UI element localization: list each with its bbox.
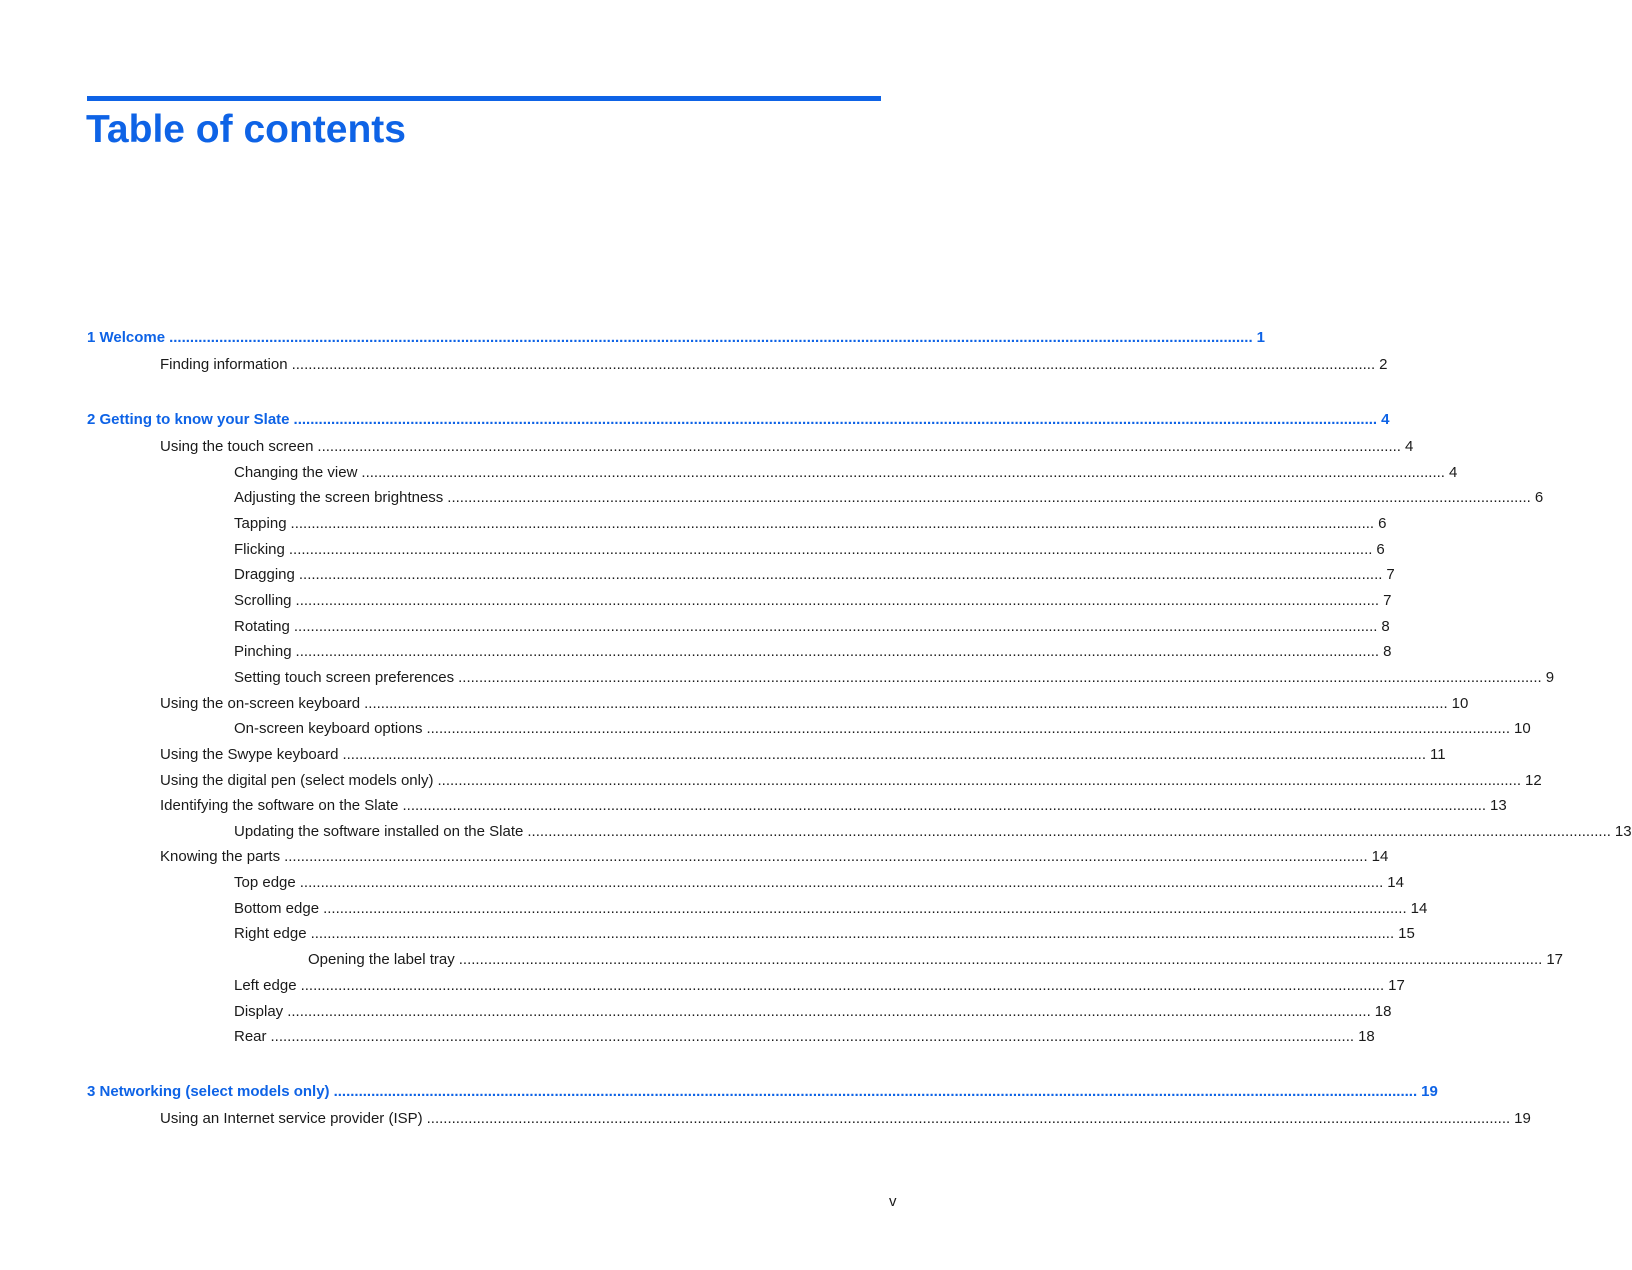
toc-dot-leader: .................................................................................................................................................................................................................................................................... <box>323 900 1407 917</box>
toc-chapter-entry[interactable] <box>87 328 1265 348</box>
toc-entry-label: Pinching <box>234 643 292 660</box>
toc-chapter-entry[interactable] <box>87 1082 1438 1102</box>
toc-dot-leader: .................................................................................................................................................................................................................................................................... <box>291 356 1376 373</box>
toc-entry[interactable] <box>234 1002 1392 1022</box>
toc-dot-leader: .................................................................................................................................................................................................................................................................... <box>298 566 1383 583</box>
toc-dot-leader: .................................................................................................................................................................................................................................................................... <box>299 874 1384 891</box>
toc-entry-page-number: 8 <box>1383 643 1392 660</box>
toc-entry-label: Setting touch screen preferences <box>234 669 455 686</box>
toc-dot-leader: .................................................................................................................................................................................................................................................................... <box>527 823 1611 840</box>
toc-entry-label: Tapping <box>234 515 287 532</box>
toc-entry-page-number: 15 <box>1398 925 1415 942</box>
toc-dot-leader: .................................................................................................................................................................................................................................................................... <box>293 411 1378 428</box>
toc-dot-leader: .................................................................................................................................................................................................................................................................... <box>333 1083 1418 1100</box>
toc-dot-leader: .................................................................................................................................................................................................................................................................... <box>295 592 1380 609</box>
toc-entry-page-number: 4 <box>1381 411 1390 428</box>
toc-entry-label: Top edge <box>234 874 296 891</box>
toc-entry-label: Display <box>234 1003 284 1020</box>
toc-entry-label: Knowing the parts <box>160 848 281 865</box>
toc-entry[interactable] <box>234 822 1632 842</box>
toc-entry[interactable] <box>234 873 1404 893</box>
title-rule <box>87 96 881 101</box>
toc-dot-leader: .................................................................................................................................................................................................................................................................... <box>287 1003 1371 1020</box>
toc-entry-label: Rotating <box>234 618 290 635</box>
toc-dot-leader: .................................................................................................................................................................................................................................................................... <box>310 925 1395 942</box>
toc-entry-page-number: 6 <box>1534 489 1544 506</box>
toc-dot-leader: .................................................................................................................................................................................................................................................................... <box>270 1028 1355 1045</box>
toc-entry[interactable] <box>234 565 1395 585</box>
toc-entry-label: Rear <box>234 1028 267 1045</box>
toc-entry[interactable] <box>160 437 1414 457</box>
toc-entry[interactable] <box>234 899 1428 919</box>
toc-dot-leader: .................................................................................................................................................................................................................................................................... <box>402 797 1487 814</box>
toc-entry-page-number: 14 <box>1387 874 1404 891</box>
toc-entry-label: Updating the software installed on the Slate <box>234 823 524 840</box>
toc-entry[interactable] <box>234 642 1392 662</box>
toc-entry-label: Using the digital pen (select models only) <box>160 772 434 789</box>
toc-entry-label: Using the on-screen keyboard <box>160 695 361 712</box>
toc-entry[interactable] <box>160 694 1469 714</box>
toc-entry-page-number: 11 <box>1429 746 1446 763</box>
toc-entry[interactable] <box>160 355 1388 375</box>
toc-entry-label: Opening the label tray <box>308 951 455 968</box>
toc-entry-page-number: 4 <box>1404 438 1414 455</box>
toc-dot-leader: .................................................................................................................................................................................................................................................................... <box>284 848 1368 865</box>
toc-entry-label: Using the touch screen <box>160 438 314 455</box>
toc-entry-label: Right edge <box>234 925 307 942</box>
toc-entry-page-number: 6 <box>1376 541 1385 558</box>
toc-entry-page-number: 17 <box>1388 977 1405 994</box>
toc-entry[interactable] <box>160 771 1542 791</box>
toc-entry-page-number: 12 <box>1525 772 1542 789</box>
toc-entry-page-number: 8 <box>1381 618 1390 635</box>
page-title: Table of contents <box>86 108 406 151</box>
toc-dot-leader: .................................................................................................................................................................................................................................................................... <box>364 695 1448 712</box>
toc-dot-leader: .................................................................................................................................................................................................................................................................... <box>447 489 1531 506</box>
toc-dot-leader: .................................................................................................................................................................................................................................................................... <box>458 669 1542 686</box>
toc-entry[interactable] <box>234 617 1390 637</box>
toc-entry-label: Using the Swype keyboard <box>160 746 339 763</box>
toc-entry-label: Changing the view <box>234 464 358 481</box>
page-folio: v <box>889 1193 897 1210</box>
toc-dot-leader: .................................................................................................................................................................................................................................................................... <box>426 720 1510 737</box>
toc-entry[interactable] <box>234 463 1458 483</box>
toc-entry-page-number: 10 <box>1451 695 1469 712</box>
toc-entry-page-number: 7 <box>1386 566 1395 583</box>
toc-entry[interactable] <box>234 719 1531 739</box>
toc-entry[interactable] <box>160 1109 1531 1129</box>
toc-dot-leader: .................................................................................................................................................................................................................................................................... <box>288 541 1373 558</box>
toc-entry[interactable] <box>160 796 1507 816</box>
toc-entry[interactable] <box>160 745 1446 765</box>
toc-dot-leader: .................................................................................................................................................................................................................................................................... <box>342 746 1426 763</box>
toc-dot-leader: .................................................................................................................................................................................................................................................................... <box>317 438 1401 455</box>
toc-entry-page-number: 13 <box>1614 823 1632 840</box>
toc-entry-label: Left edge <box>234 977 297 994</box>
toc-entry[interactable] <box>234 976 1405 996</box>
toc-entry-page-number: 1 <box>1256 329 1265 346</box>
toc-entry[interactable] <box>160 847 1389 867</box>
toc-entry-label: Using an Internet service provider (ISP) <box>160 1110 423 1127</box>
toc-entry-label: On-screen keyboard options <box>234 720 423 737</box>
toc-dot-leader: .................................................................................................................................................................................................................................................................... <box>293 618 1378 635</box>
toc-entry-page-number: 13 <box>1490 797 1507 814</box>
toc-chapter-entry[interactable] <box>87 410 1390 430</box>
toc-entry-page-number: 18 <box>1374 1003 1392 1020</box>
toc-entry-page-number: 14 <box>1410 900 1428 917</box>
toc-entry-page-number: 7 <box>1383 592 1392 609</box>
toc-dot-leader: .................................................................................................................................................................................................................................................................... <box>290 515 1375 532</box>
toc-entry-page-number: 2 <box>1379 356 1388 373</box>
toc-entry-label: Identifying the software on the Slate <box>160 797 399 814</box>
toc-entry[interactable] <box>308 950 1563 970</box>
toc-dot-leader: .................................................................................................................................................................................................................................................................... <box>300 977 1385 994</box>
toc-entry-page-number: 17 <box>1546 951 1563 968</box>
toc-dot-leader: .................................................................................................................................................................................................................................................................... <box>426 1110 1511 1127</box>
toc-entry-page-number: 18 <box>1358 1028 1375 1045</box>
toc-entry-label: Adjusting the screen brightness <box>234 489 444 506</box>
toc-entry-page-number: 4 <box>1448 464 1458 481</box>
toc-entry-page-number: 19 <box>1514 1110 1531 1127</box>
toc-entry-label: Flicking <box>234 541 285 558</box>
toc-entry-label: 1 Welcome <box>87 329 166 346</box>
toc-entry-label: Scrolling <box>234 592 292 609</box>
toc-dot-leader: .................................................................................................................................................................................................................................................................... <box>437 772 1522 789</box>
toc-entry[interactable] <box>234 1027 1375 1047</box>
toc-entry-page-number: 19 <box>1421 1083 1438 1100</box>
toc-dot-leader: .................................................................................................................................................................................................................................................................... <box>295 643 1380 660</box>
toc-entry[interactable] <box>234 514 1387 534</box>
toc-entry-page-number: 10 <box>1513 720 1531 737</box>
toc-entry-page-number: 6 <box>1378 515 1387 532</box>
toc-entry-page-number: 14 <box>1371 848 1389 865</box>
toc-entry-label: Dragging <box>234 566 295 583</box>
toc-entry-label: 3 Networking (select models only) <box>87 1083 330 1100</box>
toc-entry-label: 2 Getting to know your Slate <box>87 411 290 428</box>
toc-entry-label: Bottom edge <box>234 900 320 917</box>
toc-entry[interactable] <box>234 488 1544 508</box>
toc-dot-leader: .................................................................................................................................................................................................................................................................... <box>169 329 1253 346</box>
toc-entry[interactable] <box>234 668 1555 688</box>
toc-dot-leader: .................................................................................................................................................................................................................................................................... <box>361 464 1445 481</box>
toc-entry-label: Finding information <box>160 356 288 373</box>
toc-entry-page-number: 9 <box>1545 669 1555 686</box>
toc-entry[interactable] <box>234 540 1385 560</box>
toc-dot-leader: .................................................................................................................................................................................................................................................................... <box>458 951 1543 968</box>
toc-entry[interactable] <box>234 591 1392 611</box>
toc-entry[interactable] <box>234 924 1415 944</box>
